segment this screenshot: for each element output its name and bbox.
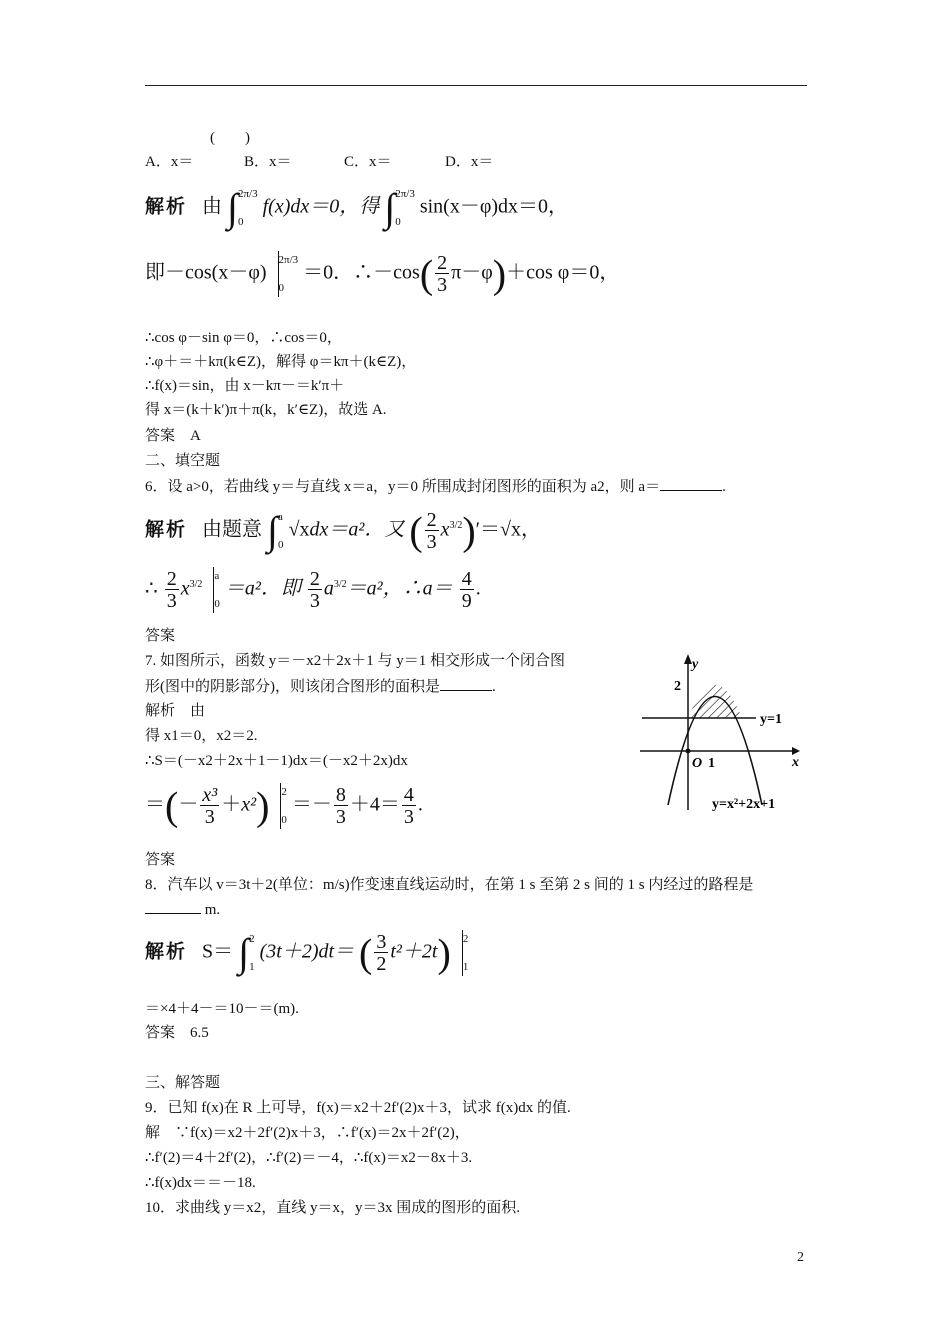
step-1: ∴cos φ－sin φ＝0，∴cos＝0， — [145, 330, 342, 346]
question-7-line2: 形(图中的阴影部分)，则该闭合图形的面积是 . — [145, 676, 496, 697]
question-10: 10．求曲线 y＝x2，直线 y＝x，y＝3x 围成的图形的面积. — [145, 1200, 521, 1216]
formula-7: ＝(－ $\frac{\text{x³}}{3}$ ＋x²) 2 0 ＝－ $\frac{8}{3}$ ＋4＝ $\frac{4}{3}$ . — [145, 783, 423, 829]
answer-parens: ( ) — [210, 130, 250, 146]
header-rule — [145, 85, 807, 86]
question-8-line2: m. — [145, 899, 220, 920]
formula-6-line1: 解析 由题意 ∫ a 0 √xdx＝a²．又 ( $\frac{2}{3}$ $x^{3/2})'=√x$， — [145, 508, 542, 554]
question-9: 9．已知 f(x)在 R 上可导，f(x)＝x2＋2f′(2)x＋3，试求 f(x)dx 的值. — [145, 1100, 571, 1116]
graph-curve-label: y=x²+2x+1 — [712, 797, 776, 812]
step-3: ∴f(x)＝sin，由 x－kπ－＝k′π＋ — [145, 378, 345, 394]
option-c: C．x＝ — [344, 154, 392, 170]
answer-6: 答案 — [145, 628, 176, 644]
option-d: D．x＝ — [445, 154, 494, 170]
graph-line-label: y=1 — [760, 712, 782, 727]
solution-8: ＝×4＋4－＝10－＝(m). — [145, 1001, 299, 1017]
answer-8: 答案 6.5 — [145, 1025, 209, 1041]
solution-9-line3: ∴f(x)dx＝＝－18. — [145, 1175, 256, 1191]
answer-5: 答案 A — [145, 428, 201, 444]
graph-tick-1: 1 — [708, 756, 715, 771]
page-number: 2 — [797, 1250, 804, 1265]
parabola-graph — [640, 650, 810, 820]
solution-7-line3: ∴S＝(－x2＋2x＋1－1)dx＝(－x2＋2x)dx — [145, 753, 408, 769]
graph-y-label: y — [692, 657, 699, 672]
graph-tick-2: 2 — [674, 679, 681, 694]
question-7-line1: 7. 如图所示，函数 y＝－x2＋2x＋1 与 y＝1 相交形成一个闭合图 — [145, 653, 566, 669]
question-6: 6．设 a>0，若曲线 y＝与直线 x＝a，y＝0 所围成封闭图形的面积为 a2，则 a＝ . — [145, 476, 726, 497]
formula-6-line2: ∴ $\frac{2}{3}$ $x^{3/2}$ a 0 ＝a²．即 $\frac{2}{3}$ $a^{3/2}=a^2$，∴a＝ $\frac{4}{9}$ . — [145, 567, 481, 612]
section-fill-blank: 二、填空题 — [145, 453, 221, 469]
formula-5-line1: 解析 由 ∫ 2π/3 0 f(x)dx＝0，得 ∫ 2π/3 0 sin(x－φ)dx＝0， — [145, 185, 569, 230]
option-b: B．x＝ — [244, 154, 292, 170]
formula-5-line2: 即－cos(x－φ) 2π/3 0 ＝0．∴－cos( $\frac{2}{3}$ π－φ)＋cos φ＝0， — [145, 251, 620, 297]
answer-7: 答案 — [145, 852, 176, 868]
solution-9-line1: 解 ∵f(x)＝x2＋2f′(2)x＋3，∴f′(x)＝2x＋2f′(2)， — [145, 1125, 470, 1141]
graph-x-label: x — [792, 755, 799, 770]
solution-9-line2: ∴f′(2)＝4＋2f′(2)，∴f′(2)＝－4，∴f(x)＝x2－8x＋3. — [145, 1150, 473, 1166]
graph-origin: O — [692, 756, 703, 771]
option-a: A．x＝ — [145, 154, 194, 170]
solution-7-line2: 得 x1＝0，x2＝2. — [145, 728, 258, 744]
question-8-line1: 8．汽车以 v＝3t＋2(单位：m/s)作变速直线运动时，在第 1 s 至第 2 s 间的 1 s 内经过的路程是 — [145, 877, 754, 893]
step-2: ∴φ＋＝＋kπ(k∈Z)，解得 φ＝kπ＋(k∈Z)， — [145, 354, 417, 370]
formula-8: 解析 S＝ ∫ 2 1 (3t＋2)dt＝ ( $\frac{3}{2}$ t²＋2t) 2 1 — [145, 930, 469, 976]
section-solve: 三、解答题 — [145, 1075, 221, 1091]
solution-7-line1: 解析 由 — [145, 703, 206, 719]
step-4: 得 x＝(k＋k′)π＋π(k，k′∈Z)，故选 A. — [145, 402, 387, 418]
